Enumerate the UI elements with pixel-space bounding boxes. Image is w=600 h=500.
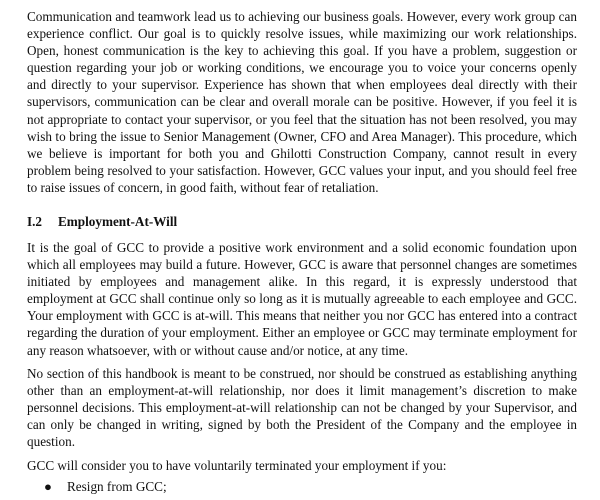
section-heading (27, 213, 177, 230)
bullet-icon: ● (44, 479, 52, 494)
paragraph-communication: Communication and teamwork lead us to achieving our business goals. However, every work group can experience conflict. Our goal is to quickly resolve issues, while maximizing our work relationships. Open, honest communication is the key to achieving this goal. If you have a problem, suggestion or question regarding your job or working conditions, we encourage you to voice your concerns openly and directly to your supervisor. Experience has shown that when employees deal directly with their supervisors, communication can be clear and overall morale can be positive. However, if you feel it is not appropriate to contact your supervisor, or you feel that the situation has not been resolved, you may wish to bring the issue to Senior Management (Owner, CFO and Area Manager). This procedure, which we believe is important for both you and Ghilotti Construction Company, cannot result in every problem being resolved to your satisfaction. However, GCC values your input, and you should feel free to raise issues of concern, in good faith, without fear of retaliation. (27, 9, 577, 195)
paragraph-voluntary-termination: GCC will consider you to have voluntarily terminated your employment if you: (27, 458, 447, 473)
paragraph-employment-goal: It is the goal of GCC to provide a positive work environment and a solid economic foundation upon which all employees may build a future. However, GCC is aware that personnel changes are sometimes initiated by employees and management alike. In this regard, it is expressly understood that employment at GCC shall continue only so long as it is mutually agreeable to each employee and GCC. Your employment with GCC is at-will. This means that neither you nor GCC has entered into a contract regarding the duration of your employment. Either an employee or GCC may terminate employment for any reason whatsoever, with or without cause and/or notice, at any time. (27, 240, 577, 358)
termination-conditions-list (27, 478, 167, 495)
list-item (27, 478, 167, 495)
paragraph-handbook-construction: No section of this handbook is meant to be construed, nor should be construed as establishing anything other than an employment-at-will relationship, nor does it limit management’s discretion to make personnel decisions. This employment-at-will relationship can not be changed by your Supervisor, and can only be changed in writing, signed by both the President of the Company and the employee in question. (27, 366, 577, 450)
list-item-text: Resign from GCC; (67, 479, 167, 494)
section-title: Employment-At-Will (58, 214, 178, 229)
section-number: I.2 (27, 214, 43, 229)
